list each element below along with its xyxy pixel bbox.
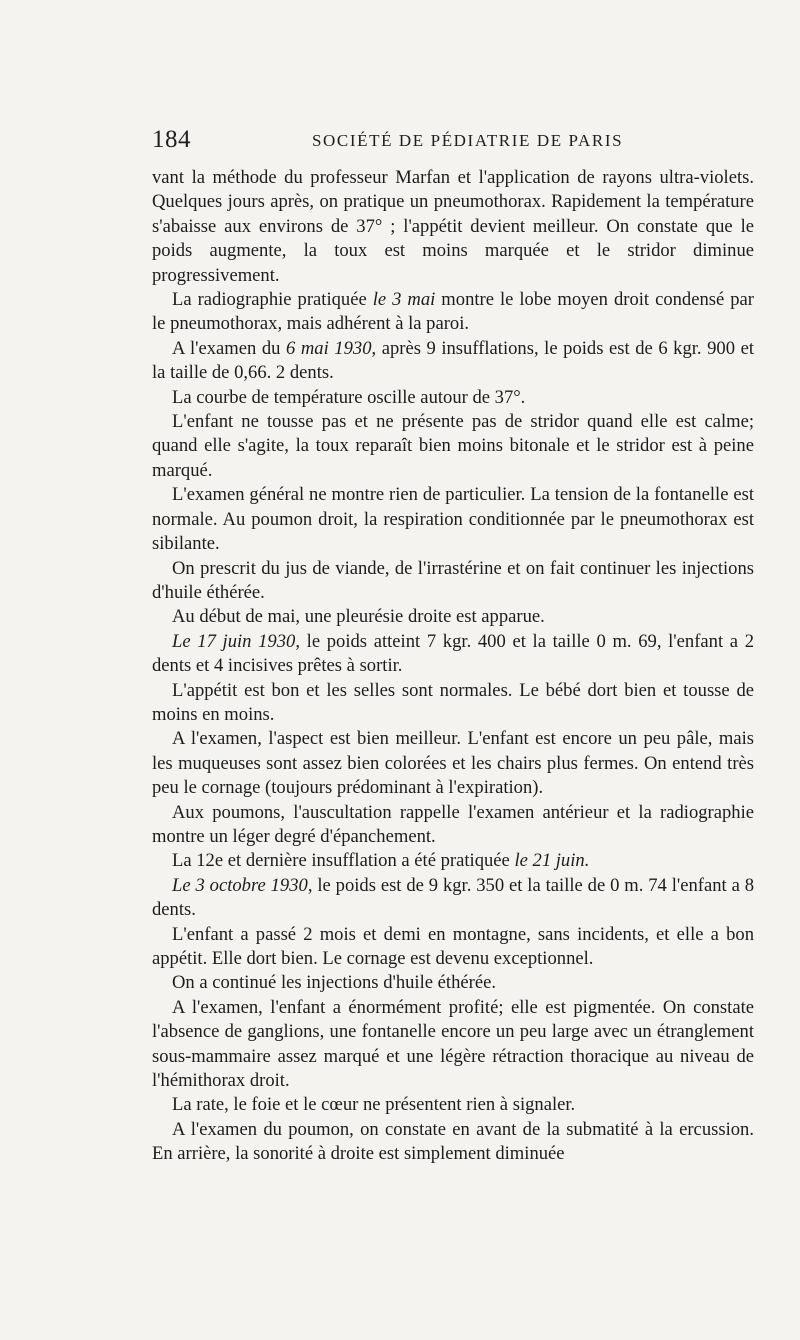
paragraph: Au début de mai, une pleurésie droite est apparue. (172, 606, 545, 628)
paragraph: On prescrit du jus de viande, de l'irrastérine et on fait continuer les injections d'huile éthérée. (152, 557, 754, 603)
paragraph: A l'examen, l'aspect est bien meilleur. L'enfant est encore un peu pâle, mais les muqueuses sont assez bien colorées et les chairs plus fermes. On entend très peu le cornage (toujours prédominant à l'expiration). (152, 728, 754, 799)
paragraph: L'examen général ne montre rien de particulier. La tension de la fontanelle est normale. Au poumon droit, la respiration conditionnée par le pneumothorax est sibilante. (152, 484, 754, 555)
paragraph: Le 3 octobre 1930, le poids est de 9 kgr. 350 et la taille de 0 m. 74 l'enfant a 8 dents. (152, 874, 754, 921)
paragraph: Aux poumons, l'auscultation rappelle l'examen antérieur et la radiographie montre un léger degré d'épanchement. (152, 801, 754, 847)
paragraph: L'appétit est bon et les selles sont normales. Le bébé dort bien et tousse de moins en moins. (152, 679, 754, 725)
paragraph: A l'examen, l'enfant a énormément profité; elle est pigmentée. On constate l'absence de ganglions, une fontanelle encore un peu large avec un étranglement sous-mammaire assez marqué et une légère rétraction thoracique au niveau de l'hémithorax droit. (152, 996, 754, 1092)
paragraph: On a continué les injections d'huile éthérée. (172, 972, 496, 994)
paragraph: L'enfant a passé 2 mois et demi en montagne, sans incidents, et elle a bon appétit. Elle dort bien. Le cornage est devenu exceptionnel. (152, 923, 754, 969)
paragraph: A l'examen du 6 mai 1930, après 9 insufflations, le poids est de 6 kgr. 900 et la taille de 0,66. 2 dents. (152, 337, 755, 384)
body-text (152, 166, 754, 1167)
paragraph: vant la méthode du professeur Marfan et l'application de rayons ultra-violets. Quelques jours après, on pratique un pneumothorax. Rapidement la température s'abaisse aux environs de 37° ; l'appétit devient meilleur. On constate que le poids augmente, la toux est moins marquée et le stridor diminue progressivement. (152, 167, 754, 286)
paragraph: A l'examen du poumon, on constate en avant de la submatité à la ercussion. En arrière, la sonorité à droite est simplement diminuée (152, 1118, 754, 1165)
page-header (152, 126, 754, 156)
paragraph: La radiographie pratiquée le 3 mai montre le lobe moyen droit condensé par le pneumothorax, mais adhérent à la paroi. (152, 289, 754, 335)
paragraph: La rate, le foie et le cœur ne présentent rien à signaler. (172, 1094, 576, 1116)
page-number: 184 (152, 126, 191, 153)
running-head: SOCIÉTÉ DE PÉDIATRIE DE PARIS (312, 131, 624, 150)
paragraph: La 12e et dernière insufflation a été pratiquée le 21 juin. (172, 850, 590, 872)
paragraph: La courbe de température oscille autour de 37°. (172, 386, 526, 408)
paragraph: Le 17 juin 1930, le poids atteint 7 kgr. 400 et la taille 0 m. 69, l'enfant a 2 dents et 4 incisives prêtes à sortir. (152, 630, 755, 677)
paragraph: L'enfant ne tousse pas et ne présente pas de stridor quand elle est calme; quand elle s'agite, la toux reparaît bien moins bitonale et le stridor est à peine marqué. (152, 411, 754, 481)
